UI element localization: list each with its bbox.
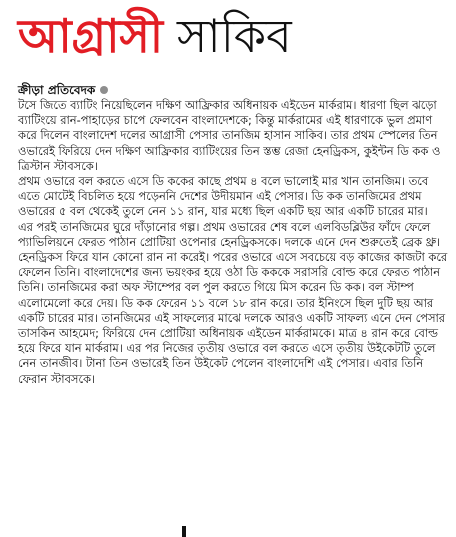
headline bbox=[18, 0, 448, 72]
cropped-heading-fragment bbox=[180, 520, 190, 537]
article-body bbox=[18, 98, 448, 387]
headline-black-word: সাকিব bbox=[177, 9, 292, 63]
paragraph-1: টসে জিতে ব্যাটিং নিয়েছিলেন দক্ষিণ আফ্রিকার অধিনায়ক এইডেন মার্করাম। ধারণা ছিল ঝড়ো ব্যাটিংয়ে রান-পাহাড়ের চাপে ফেলবেন বাংলাদেশকে; কিন্তু মার্করামের এই ধারণাকে ভুল প্রমাণ করে দিলেন বাংলাদেশ দলের আগ্রাসী পেসার তানজিম হাসান সাকিব। তার প্রথম স্পেলের তিন ওভারেই ফিরিয়ে দেন দক্ষিণ আফ্রিকার ব্যাটিংয়ের তিন স্তম্ভ রেজা হেনড্রিকস, কুইন্টন ডি কক ও ত্রিস্টান স্টাবসকে। bbox=[18, 98, 441, 173]
paragraph-2: প্রথম ওভারে বল করতে এসে ডি ককের কাছে প্রথম ৪ বলে ভালোই মার খান তানজিম। তবে এতে মোটেই বিচলিত হয়ে পড়েননি দেশের উদীয়মান এই পেসার। ডি কক তানজিমের প্রথম ওভারের ৫ বল থেকেই তুলে নেন ১১ রান, যার মধ্যে ছিল একটি ছয় আর একটি চারের মার। bbox=[18, 174, 429, 219]
headline-red-word: আগ্রাসী bbox=[18, 9, 163, 63]
paragraph-3: এর পরই তানজিমের ঘুরে দাঁড়ানোর গল্প। প্রথম ওভারের শেষ বলে এলবিডব্লিউর ফাঁদে ফেলে প্যাভিলিয়নে ফেরত পাঠান প্রোটিয়া ওপেনার হেনড্রিকসকে। দলকে এনে দেন শুরুতেই ব্রেক থ্রু। হেনড্রিকস ফিরে যান কোনো রান না করেই। পরের ওভারে এসে সবচেয়ে বড় কাজের কাজটা করে ফেলেন তিনি। বাংলাদেশের জন্য ভয়ংকর হয়ে ওঠা ডি কককে সরাসরি বোল্ড করে ফেরত পাঠান তিনি। তানজিমের করা অফ স্টাম্পের বল পুল করতে গিয়ে মিস করেন ডি কক। বল স্টাম্প এলোমেলো করে দেয়। ডি কক ফেরেন ১১ বলে ১৮ রান করে। তার ইনিংসে ছিল দুটি ছয় আর একটি চারের মার। তানজিমের এই সাফল্যের মাঝে দলকে আরও একটি সাফল্য এনে দেন পেসার তাসকিন আহমেদ; ফিরিয়ে দেন প্রোটিয়া অধিনায়ক এইডেন মার্করামকে। মাত্র ৪ রান করে বোল্ড হয়ে ফিরে যান মার্করাম। এর পর নিজের তৃতীয় ওভারে বল করতে এসে তৃতীয় উইকেটটি তুলে নেন তানজীব। টানা তিন ওভারেই তিন উইকেট পেলেন বাংলাদেশি এই পেসার। এবার তিনি ফেরান স্টাবসকে। bbox=[18, 219, 448, 386]
bullet-icon bbox=[100, 86, 108, 94]
byline bbox=[18, 82, 108, 98]
byline-text: ক্রীড়া প্রতিবেদক bbox=[18, 83, 96, 97]
